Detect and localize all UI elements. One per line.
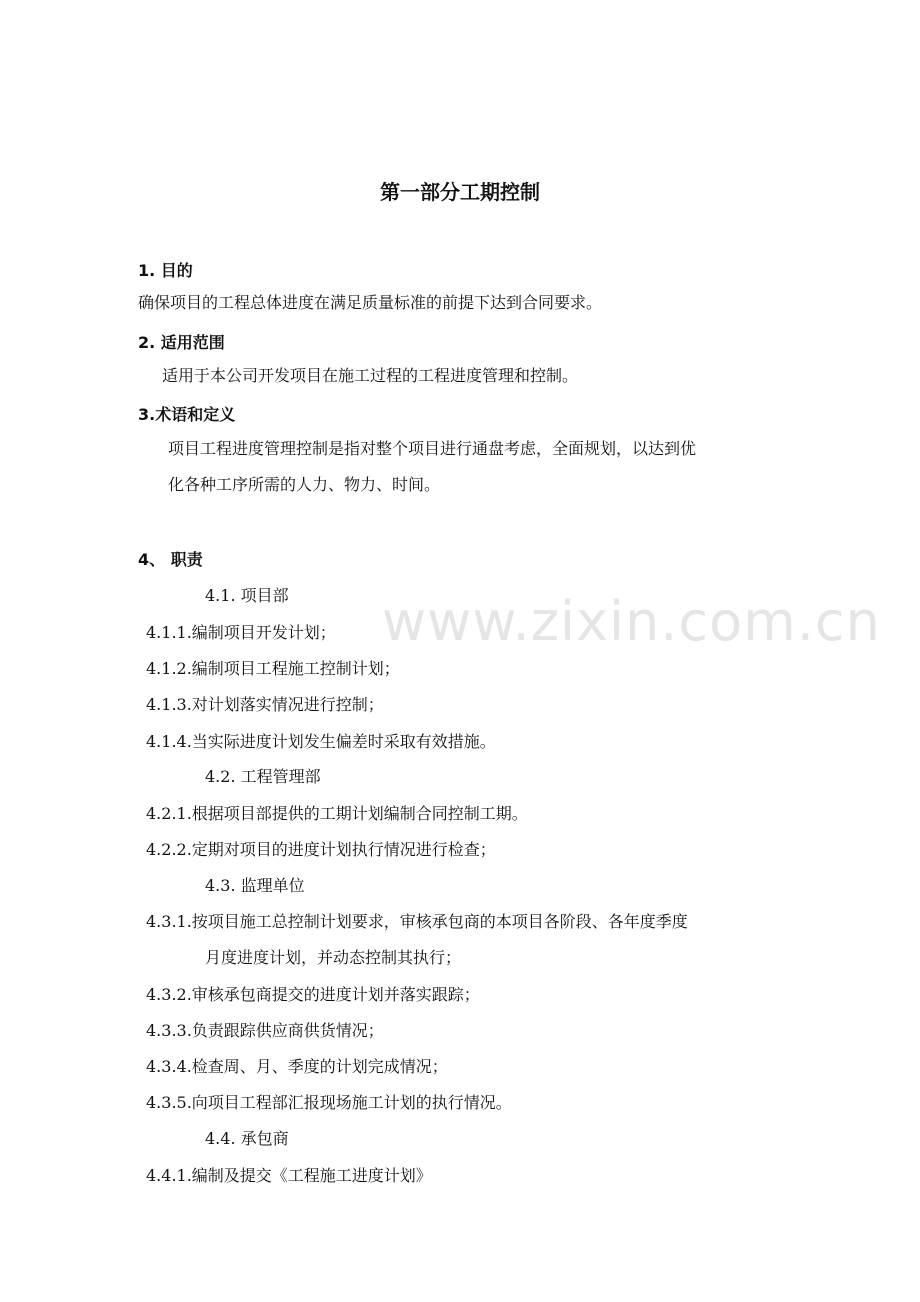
- subsection-4-3: 4.3. 监理单位: [205, 876, 305, 895]
- list-item-4-2-1: 4.2.1.根据项目部提供的工期计划编制合同控制工期。: [146, 804, 528, 823]
- section-2-text: 适用于本公司开发项目在施工过程的工程进度管理和控制。: [162, 366, 579, 385]
- section-1-heading: 1. 目的: [138, 261, 193, 280]
- section-2-heading: 2. 适用范围: [138, 333, 225, 352]
- subsection-4-2: 4.2. 工程管理部: [205, 767, 321, 786]
- list-item-4-1-2: 4.1.2.编制项目工程施工控制计划；: [146, 659, 400, 678]
- list-item-4-2-2: 4.2.2.定期对项目的进度计划执行情况进行检查；: [146, 840, 496, 859]
- list-item-4-1-1: 4.1.1.编制项目开发计划；: [146, 623, 336, 642]
- subsection-4-1: 4.1. 项目部: [205, 586, 289, 605]
- section-1-text: 确保项目的工程总体进度在满足质量标准的前提下达到合同要求。: [138, 293, 603, 312]
- list-item-4-3-2: 4.3.2.审核承包商提交的进度计划并落实跟踪；: [146, 985, 480, 1004]
- document-title: 第一部分工期控制: [380, 180, 540, 204]
- list-item-4-4-1: 4.4.1.编制及提交《工程施工进度计划》: [146, 1166, 432, 1185]
- list-item-4-3-1-continued: 月度进度计划，并动态控制其执行；: [205, 948, 462, 967]
- watermark: www.zixin.com.cn: [382, 590, 881, 653]
- section-3-text-line1: 项目工程进度管理控制是指对整个项目进行通盘考虑，全面规划，以达到优: [168, 439, 697, 458]
- list-item-4-1-4: 4.1.4.当实际进度计划发生偏差时采取有效措施。: [146, 732, 496, 751]
- subsection-4-4: 4.4. 承包商: [205, 1129, 289, 1148]
- section-3-text-line2: 化各种工序所需的人力、物力、时间。: [168, 475, 441, 494]
- list-item-4-3-5: 4.3.5.向项目工程部汇报现场施工计划的执行情况。: [146, 1093, 512, 1112]
- list-item-4-3-3: 4.3.3.负责跟踪供应商供货情况；: [146, 1021, 384, 1040]
- section-4-heading: 4、 职责: [138, 550, 203, 569]
- list-item-4-3-1: 4.3.1.按项目施工总控制计划要求，审核承包商的本项目各阶段、各年度季度: [146, 912, 688, 931]
- list-item-4-3-4: 4.3.4.检查周、月、季度的计划完成情况；: [146, 1057, 448, 1076]
- section-3-heading: 3.术语和定义: [138, 405, 236, 424]
- list-item-4-1-3: 4.1.3.对计划落实情况进行控制；: [146, 695, 384, 714]
